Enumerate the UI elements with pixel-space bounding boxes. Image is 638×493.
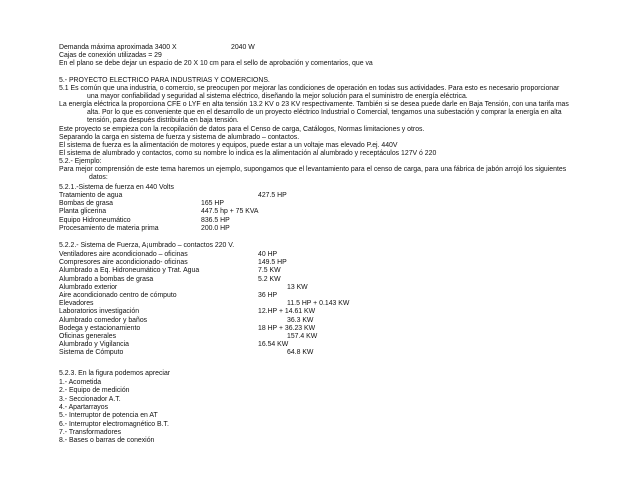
force-system-title: 5.2.1.-Sistema de fuerza en 440 Volts	[59, 184, 174, 191]
list-item: 3.- Seccionador A.T.	[59, 395, 121, 403]
paragraph-separation: Separando la carga en sistema de fuerza y sistema de alumbrado – contactos.	[59, 134, 300, 141]
table-row-value: 36.3 KW	[287, 316, 314, 324]
table-row-label: Elevadores	[59, 300, 94, 308]
table-row-label: Alumbrado a Eq. Hidroneumático y Trat. Agua	[59, 267, 200, 275]
table-row-value: 165 HP	[201, 200, 224, 208]
table-row-label: Aire acondicionado centro de cómputo	[59, 292, 177, 299]
paragraph-force-system: El sistema de fuerza es la alimentación de motores y equipos, puede estar a un voltaje mas elevado P.ej. 440V	[59, 142, 398, 149]
lighting-system-title: 5.2.2.- Sistema de Fuerza, A¡umbrado – contactos 220 V.	[59, 242, 235, 249]
table-row-value: 447.5 hp + 75 KVA	[201, 208, 259, 216]
example-line-1: Para mejor comprensión de este tema haremos un ejemplo, supongamos que el levantamiento para el censo de carga, para una fábrica de jabón arrojó los siguientes	[59, 166, 567, 173]
table-row-value: 11.5 HP + 0.143 KW	[287, 300, 350, 308]
list-item: 8.- Bases o barras de conexión	[59, 437, 155, 445]
table-row-label: Bombas de grasa	[59, 200, 114, 208]
paragraph-energy-line-2: alta. Por lo que es conveniente que en el desarrollo de un proyecto eléctrico Industrial o Comercial, tengamos una subestación y comprar la energía en alta	[87, 109, 562, 116]
table-row-label: Equipo Hidroneumático	[59, 216, 131, 224]
paragraph-energy-line-3: tensión, para después distribuirla en baja tensión.	[87, 117, 239, 124]
table-row-label: Alumbrado y Vigilancia	[59, 341, 129, 349]
section-title: 5.- PROYECTO ELECTRICO PARA INDUSTRIAS Y COMERCIONS.	[59, 77, 270, 84]
demand-label: Demanda máxima aproximada 3400 X	[59, 44, 177, 51]
example-title: 5.2.- Ejemplo:	[59, 158, 102, 165]
table-row-value: 36 HP	[258, 292, 278, 299]
demand-value: 2040 W	[231, 44, 255, 51]
table-row-value: 5.2 KW	[258, 275, 281, 283]
table-row-value: 157.4 KW	[287, 333, 318, 340]
list-item: 4.- Apartarrayos	[59, 403, 109, 411]
list-item: 2.- Equipo de medición	[59, 387, 130, 395]
table-row-value: 13 KW	[287, 283, 308, 291]
paragraph-energy-line-1: La energía eléctrica la proporciona CFE o LYF en alta tensión 13.2 KV o 23 KV respectivamente. También si se desea puede darle en Baja Tensión, con una tarifa mas	[59, 101, 569, 108]
table-row-label: Alumbrado comedor y baños	[59, 316, 148, 324]
paragraph-lighting-system: El sistema de alumbrado y contactos, como su nombre lo indica es la alimentación al alumbrado y receptáculos 127V ó 220	[59, 150, 437, 157]
figure-list-title: 5.2.3. En la figura podemos apreciar	[59, 370, 171, 377]
table-row-label: Compresores aire acondicionado- oficinas	[59, 259, 188, 267]
paragraph-5-1-line-1: 5.1 Es común que una industria, o comercio, se preocupen por mejorar las condiciones de operación en todas sus actividades. Para esto es necesario proporcionar	[59, 85, 560, 92]
table-row-label: Oficinas generales	[59, 333, 117, 340]
list-item: 7.- Transformadores	[59, 428, 122, 436]
table-row-label: Bodega y estacionamiento	[59, 324, 141, 332]
list-item: 1.- Acometida	[59, 379, 102, 386]
paragraph-census: Este proyecto se empieza con la recopilación de datos para el Censo de carga, Catálogos, Normas limitaciones y otros.	[59, 126, 425, 133]
boxes-line: Cajas de conexión utilizadas = 29	[59, 52, 162, 59]
table-row-label: Sistema de Cómputo	[59, 349, 124, 357]
table-row-value: 12.HP + 14.61 KW	[258, 308, 316, 316]
table-row-value: 40 HP	[258, 251, 278, 258]
table-row-value: 64.8 KW	[287, 349, 314, 357]
example-line-2: datos:	[89, 174, 108, 181]
table-row-value: 18 HP + 36.23 KW	[258, 324, 316, 332]
table-row-label: Alumbrado a bombas de grasa	[59, 275, 154, 283]
paragraph-5-1-line-2: una mayor confiabilidad y seguridad al sistema eléctrico, diseñando la mejor solución para el suministro de energía eléctrica.	[87, 93, 468, 100]
table-row-value: 149.5 HP	[258, 259, 287, 267]
table-row-value: 16.54 KW	[258, 341, 289, 349]
table-row-value: 7.5 KW	[258, 267, 281, 275]
plan-note-line: En el plano se debe dejar un espacio de 20 X 10 cm para el sello de aprobación y comentarios, que va	[59, 60, 373, 67]
table-row-label: Tratamiento de agua	[59, 192, 123, 199]
table-row-label: Planta glicerina	[59, 208, 107, 216]
table-row-value: 427.5 HP	[258, 192, 287, 199]
table-row-label: Alumbrado exterior	[59, 283, 118, 291]
table-row-label: Procesamiento de materia prima	[59, 224, 159, 232]
table-row-value: 836.5 HP	[201, 216, 230, 224]
table-row-label: Laboratorios investigación	[59, 308, 140, 316]
list-item: 5.- Interruptor de potencia en AT	[59, 412, 158, 420]
table-row-value: 200.0 HP	[201, 224, 230, 232]
list-item: 6.- Interruptor electromagnético B.T.	[59, 420, 169, 428]
table-row-label: Ventiladores aire acondicionado – oficinas	[59, 251, 188, 258]
